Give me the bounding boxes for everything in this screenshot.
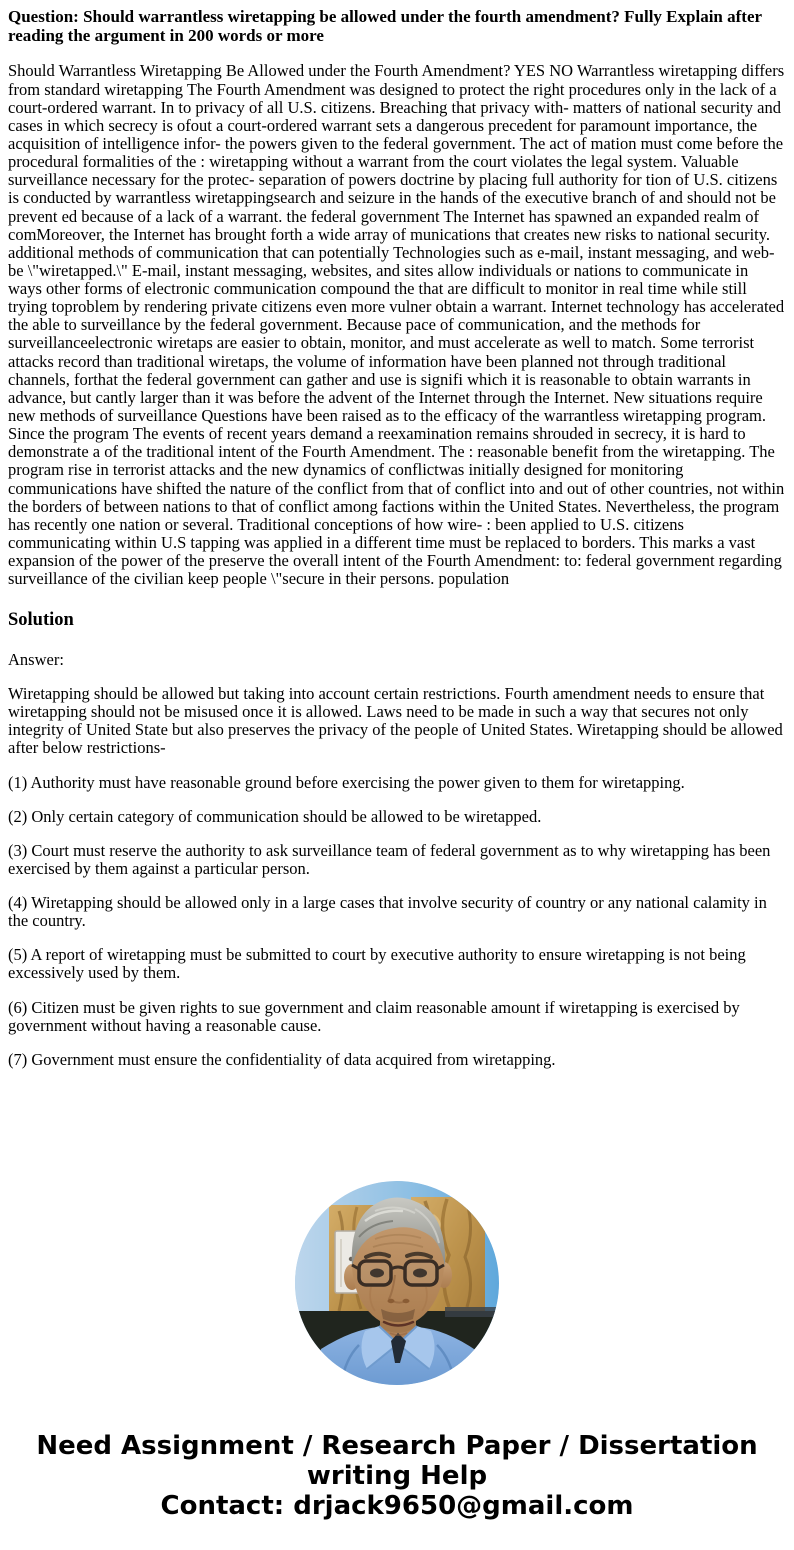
tutor-portrait-illustration	[295, 1181, 499, 1385]
restriction-item-6: (6) Citizen must be given rights to sue government and claim reasonable amount if wiretapping is exercised by government without having a reasonable cause.	[8, 997, 740, 1035]
restriction-item-5: (5) A report of wiretapping must be submitted to court by executive authority to ensure wiretapping is not being excessively used by them.	[8, 945, 746, 983]
question-title: Question: Should warrantless wiretapping be allowed under the fourth amendment? Fully Explain after reading the argument in 200 words or more	[8, 7, 762, 45]
restriction-item-3: (3) Court must reserve the authority to ask surveillance team of federal government as to why wiretapping has been exercised by them against a particular person.	[8, 840, 771, 878]
tutor-photo	[295, 1181, 499, 1385]
footer-contact-email: Contact: drjack9650@gmail.com	[160, 1491, 634, 1522]
argument-text: Should Warrantless Wiretapping Be Allowed under the Fourth Amendment? YES NO Warrantless wiretapping differs from standard wiretapping The Fourth Amendment was designed to protect the right procedures only in the lack of a court-ordered warrant. In to privacy of all U.S. citizens. Breaching that privacy with- matters of national security and cases in which secrecy is ofout a court-ordered warrant sets a dangerous precedent for paramount importance, the acquisition of intelligence infor- the powers given to the federal government. The act of mation must come before the procedural formalities of the : wiretapping without a warrant from the court violates the legal system. Valuable surveillance necessary for the protec- separation of powers doctrine by placing full authority for tion of U.S. citizens is conducted by warrantless wiretappingsearch and seizure in the hands of the executive branch of and should not be prevent ed because of a lack of a warrant. the federal government The Internet has spawned an expanded realm of comMoreover, the Internet has brought forth a wide array of munications that creates new risks to national security. additional methods of communication that can potentially Technologies such as e-mail, instant messaging, and web- be \"wiretapped.\" E-mail, instant messaging, websites, and sites allow individuals or nations to communicate in ways other forms of electronic communication compound the that are difficult to monitor in real time while still trying toproblem by rendering private citizens even more vulner obtain a warrant. Internet technology has accelerated the able to surveillance by the federal government. Because pace of communication, and the methods for surveillanceelectronic wiretaps are easier to obtain, monitor, and must accelerate as well to match. Some terrorist attacks record than traditional wiretaps, the volume of information have been planned not through traditional channels, forthat the federal government can gather and use is signifi which it is reasonable to obtain warrants in advance, but cantly larger than it was before the advent of the Internet through the Internet. New situations require new methods of surveillance Questions have been raised as to the efficacy of the warrantless wiretapping program. Since the program The events of recent years demand a reexamination remains shrouded in secrecy, it is hard to demonstrate a of the traditional intent of the Fourth Amendment. The : reasonable benefit from the wiretapping. The program rise in terrorist attacks and the new dynamics of conflictwas initially designed for monitoring communications have shifted the nature of the conflict from that of conflict into and out of other countries, not within the borders of between nations to that of conflict among factions within the United States. Nevertheless, the program has recently one nation or several. Traditional conceptions of how wire- : been applied to U.S. citizens communicating within U.S tapping was applied in a different time must be replaced to borders. This marks a vast expansion of the power of the preserve the overall intent of the Fourth Amendment: to: federal government regarding surveillance of the civilian keep people \"secure in their persons. population	[8, 61, 785, 589]
restriction-item-1: (1) Authority must have reasonable ground before exercising the power given to them for wiretapping.	[8, 772, 685, 792]
restriction-item-2: (2) Only certain category of communication should be allowed to be wiretapped.	[8, 806, 542, 826]
answer-intro: Wiretapping should be allowed but taking into account certain restrictions. Fourth amendment needs to ensure that wiretapping should not be misused once it is allowed. Laws need to be made in such a way that secures not only integrity of United State but also preserves the privacy of the people of United States. Wiretapping should be allowed after below restrictions-	[8, 683, 783, 758]
answer-label: Answer:	[8, 649, 64, 669]
restriction-item-7: (7) Government must ensure the confidentiality of data acquired from wiretapping.	[8, 1049, 556, 1069]
footer-banner	[8, 1431, 786, 1521]
solution-heading: Solution	[8, 610, 74, 631]
restriction-item-4: (4) Wiretapping should be allowed only in a large cases that involve security of country or any national calamity in the country.	[8, 893, 767, 931]
footer-help-line2: writing Help	[306, 1461, 488, 1492]
tutor-photo-container	[8, 1181, 786, 1385]
footer-help-line1: Need Assignment / Research Paper / Dissertation	[36, 1431, 758, 1462]
